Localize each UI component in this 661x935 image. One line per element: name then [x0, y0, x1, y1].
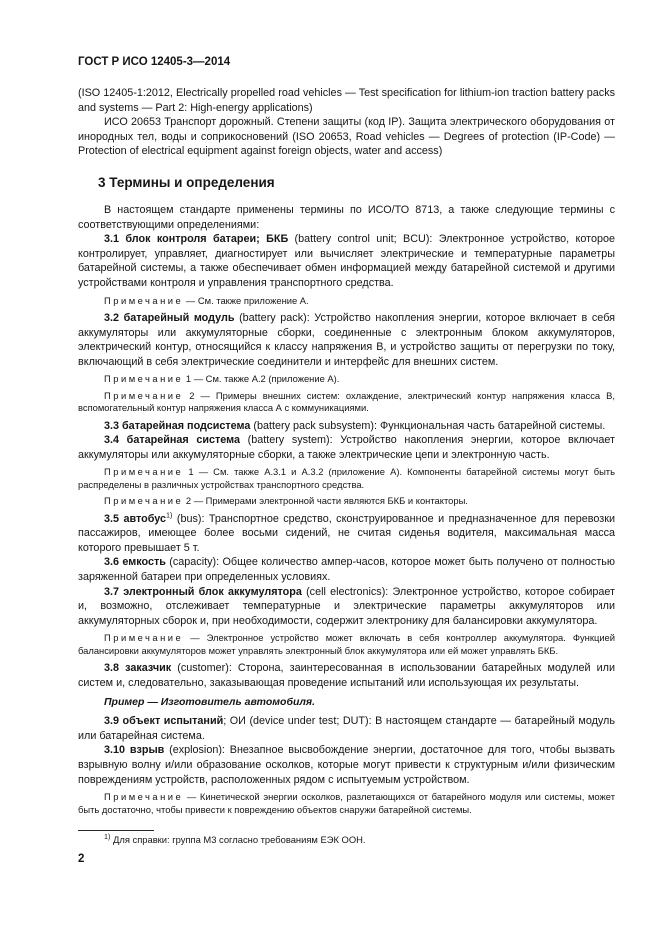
term-number: 3.4: [104, 434, 127, 447]
running-header: ГОСТ Р ИСО 12405-3—2014: [78, 56, 231, 68]
term-definition: (battery pack subsystem): Функциональная часть батарейной системы.: [250, 419, 606, 432]
note-label: Примечание: [104, 373, 184, 385]
term-definition: (battery system): Устройство накопления энергии, которое включает аккумуляторы или аккумуляторные сборки, а также электрические цепи и электронную часть.: [78, 434, 615, 461]
term-3-9: [78, 714, 615, 743]
term-title: объект испытаний: [122, 715, 224, 728]
term-number: 3.10: [104, 744, 130, 757]
term-title: батарейная система: [126, 434, 240, 447]
term-title: батарейный модуль: [123, 311, 235, 324]
term-number: 3.1: [104, 233, 126, 246]
term-title: автобус: [123, 512, 166, 525]
footnote-reference-marker: 1): [166, 509, 173, 519]
note-label: Примечание: [104, 791, 184, 803]
term-number: 3.8: [104, 662, 126, 675]
term-3-10-note: [78, 791, 615, 816]
note-body: — См. также приложение А.: [185, 294, 309, 306]
term-number: 3.2: [104, 311, 124, 324]
term-definition: (capacity): Общее количество ампер-часов, которое может быть получено от полностью заряженной батареи при определенных условиях.: [78, 556, 615, 583]
note-body: 1 — См. также А.3.1 и А.3.2 (приложение А). Компоненты батарейной системы могут быть распределены в различных устройствах транспортного средства.: [78, 466, 615, 490]
footnote-text: Для справки: группа М3 согласно требованиям ЕЭК ООН.: [110, 834, 366, 846]
note-body: 2 — Примерами электронной части являются БКБ и контакторы.: [185, 495, 468, 507]
term-3-1: [78, 232, 615, 290]
preamble-paragraph-2: ИСО 20653 Транспорт дорожный. Степени защиты (код IP). Защита электрического оборудования от инородных тел, воды и соприкосновений (ISO 20653, Road vehicles — Degrees of protection (IP-Code) — Protection of electrical equipment against foreign objects, water and access): [78, 116, 615, 158]
term-number: 3.3: [104, 419, 123, 432]
term-title-abbreviation: ; ОИ: [223, 715, 246, 728]
term-3-10: [78, 743, 615, 787]
term-definition: (battery pack): Устройство накопления энергии, которое включает в себя аккумуляторы или аккумуляторные сборки, соединенные с электронным блоком аккумуляторов, электрический контур, относящийся к классу напряжения В, и устройство защиты от перегрузки по току, включающий в себя электрические соединители и интерфейс для внешних систем.: [78, 311, 615, 368]
term-title: электронный блок аккумулятора: [123, 585, 302, 598]
term-definition: (customer): Сторона, заинтересованная в использовании батарейных модулей или систем и, следовательно, заказывающая проведение испытаний или использующая их результаты.: [78, 662, 616, 689]
section-heading: 3 Термины и определения: [98, 174, 275, 190]
term-3-5: [78, 509, 616, 556]
term-number: 3.9: [104, 715, 123, 728]
page-number: 2: [78, 853, 85, 866]
term-number: 3.7: [104, 585, 124, 598]
term-3-8: [78, 661, 615, 690]
term-title: емкость: [122, 556, 166, 569]
term-title: взрыв: [129, 744, 165, 757]
term-definition: (cell electronics): Электронное устройство, которое собирает и, возможно, отслеживает температурные и электрические параметры аккумуляторов или аккумуляторных сборок и, при необходимости, содержит электронику для балансировки аккумулятора.: [78, 585, 615, 627]
term-title: блок контроля батареи; БКБ: [125, 233, 289, 246]
note-label: Примечание: [104, 389, 184, 401]
term-definition: (device under test; DUT): В настоящем стандарте — батарейный модуль или батарейная система.: [78, 715, 615, 742]
note-label: Примечание: [104, 632, 184, 644]
term-3-2-note-1: [78, 373, 615, 385]
term-3-4-note-2: [78, 495, 615, 507]
note-label: Примечание: [104, 495, 184, 507]
term-definition: (explosion): Внезапное высвобождение энергии, достаточное для того, чтобы вызвать взрывную волну и/или образование осколков, которые могут привести к структурным и/или физическим повреждениям устройств, расположенных рядом с испытуемым устройством.: [78, 744, 616, 786]
term-3-4: [78, 433, 615, 462]
note-body: 2 — Примеры внешних систем: охлаждение, электрический контур напряжения класса В, вспомогательный контур напряжения класса А с коммуникациями.: [78, 389, 615, 414]
note-label: Примечание: [104, 466, 184, 478]
term-number: 3.5: [104, 512, 124, 525]
term-3-7: [78, 585, 615, 629]
term-3-2: [78, 311, 615, 369]
note-body: — Электронное устройство может включать в себя контроллер аккумулятора. Функцией балансировки аккумуляторов может управлять электронный блок аккумулятора или ей может управлять БКБ.: [78, 632, 616, 656]
footnote: [78, 831, 615, 846]
term-3-6: [78, 555, 615, 584]
term-3-1-note: [78, 295, 615, 307]
term-title: батарейная подсистема: [122, 419, 251, 432]
term-3-4-note-1: [78, 466, 615, 491]
term-definition: (bus): Транспортное средство, сконструированное и предназначенное для перевозки пассажиров, имеющее более восьми сидений, не считая сиденья водителя, максимальная масса которого превышает 5 т.: [78, 512, 616, 554]
term-3-7-note: [78, 632, 615, 657]
term-number: 3.6: [104, 556, 123, 569]
section-intro: В настоящем стандарте применены термины по ИСО/ТО 8713, а также следующие термины с соответствующими определениями:: [78, 203, 615, 231]
preamble-paragraph-1: (ISO 12405-1:2012, Electrically propelled road vehicles — Test specification for lithium-ion traction battery packs and systems — Part 2: High-energy applications): [78, 87, 615, 114]
note-label: Примечание: [104, 294, 184, 306]
note-body: — Кинетической энергии осколков, разлетающихся от батарейного модуля или системы, может быть достаточно, чтобы привести к повреждению объектов снаружи батарейной системы.: [78, 791, 615, 815]
term-3-3: [78, 419, 615, 434]
term-3-2-note-2: [78, 390, 615, 415]
footnote-rule: [78, 830, 154, 831]
footnote-marker: 1): [104, 831, 111, 841]
term-definition: (battery control unit; BCU): Электронное устройство, которое контролирует, управляет, диагностирует или вычисляет электрические и температурные параметры батарейной системы, а также обеспечивает обмен информацией между батарейной системой и другими устройствами контроля и управления транспортного средства.: [78, 233, 615, 289]
term-title: заказчик: [125, 662, 172, 675]
note-body: 1 — См. также А.2 (приложение А).: [185, 373, 340, 385]
term-3-8-example: Пример — Изготовитель автомобиля.: [104, 696, 315, 709]
